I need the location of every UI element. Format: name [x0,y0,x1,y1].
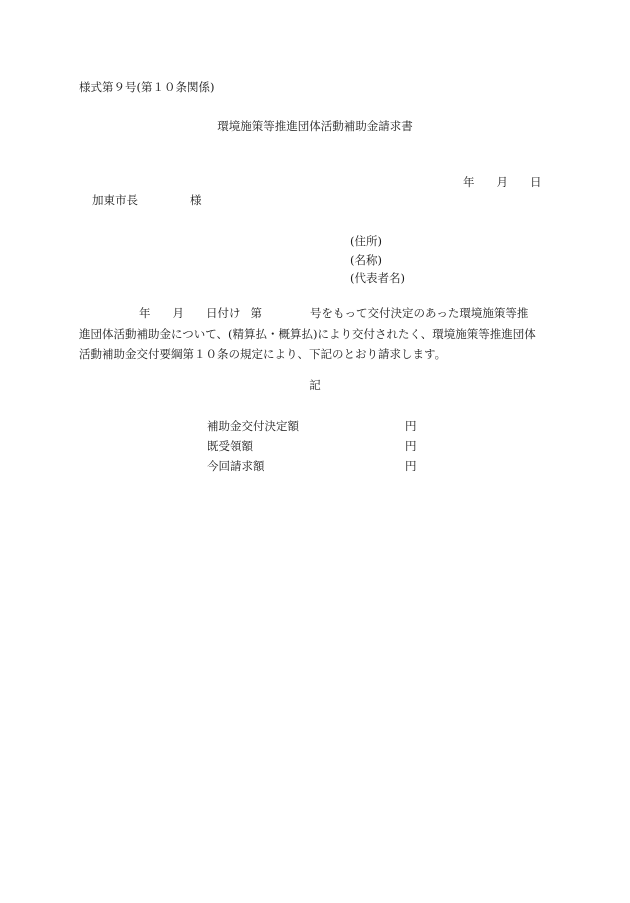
amount-label: 補助金交付決定額 [207,419,299,433]
applicant-address-label: (住所) [350,234,382,248]
applicant-representative-label: (代表者名) [350,271,405,285]
body-month: 月 [172,306,184,320]
body-line-3: 活動補助金交付要綱第１０条の規定により、下記のとおり請求します。 [79,347,447,361]
body-paragraph [79,303,551,365]
date-day: 日 [530,175,542,189]
applicant-name-label: (名称) [350,252,382,267]
body-dai: 第 [250,306,262,320]
date-month: 月 [496,175,508,189]
body-dated: 日付け [206,306,241,320]
amount-unit: 円 [405,419,417,433]
amount-row [207,416,417,436]
amount-unit: 円 [405,459,417,473]
amount-row [207,436,417,456]
applicant-block [350,232,405,288]
body-line-2: 進団体活動補助金について、(精算払・概算払)により交付されたく、環境施策等推進団体 [79,326,536,341]
date-year: 年 [463,175,475,189]
addressee-honorific: 様 [190,193,202,207]
body-line-1 [79,303,551,324]
amount-row [207,456,417,476]
document-title: 環境施策等推進団体活動補助金請求書 [217,119,413,133]
amount-label: 既受領額 [207,439,253,453]
addressee-name: 加東市長 [92,193,138,207]
addressee [92,195,202,207]
amount-unit: 円 [405,439,417,453]
form-number: 様式第９号(第１０条関係) [79,80,215,94]
body-year: 年 [139,306,151,320]
amount-table [207,416,417,476]
amount-label: 今回請求額 [207,459,265,473]
ki-heading: 記 [309,378,321,392]
body-line-1-rest: 号をもって交付決定のあった環境施策等推 [310,306,529,320]
date-line [463,177,542,189]
